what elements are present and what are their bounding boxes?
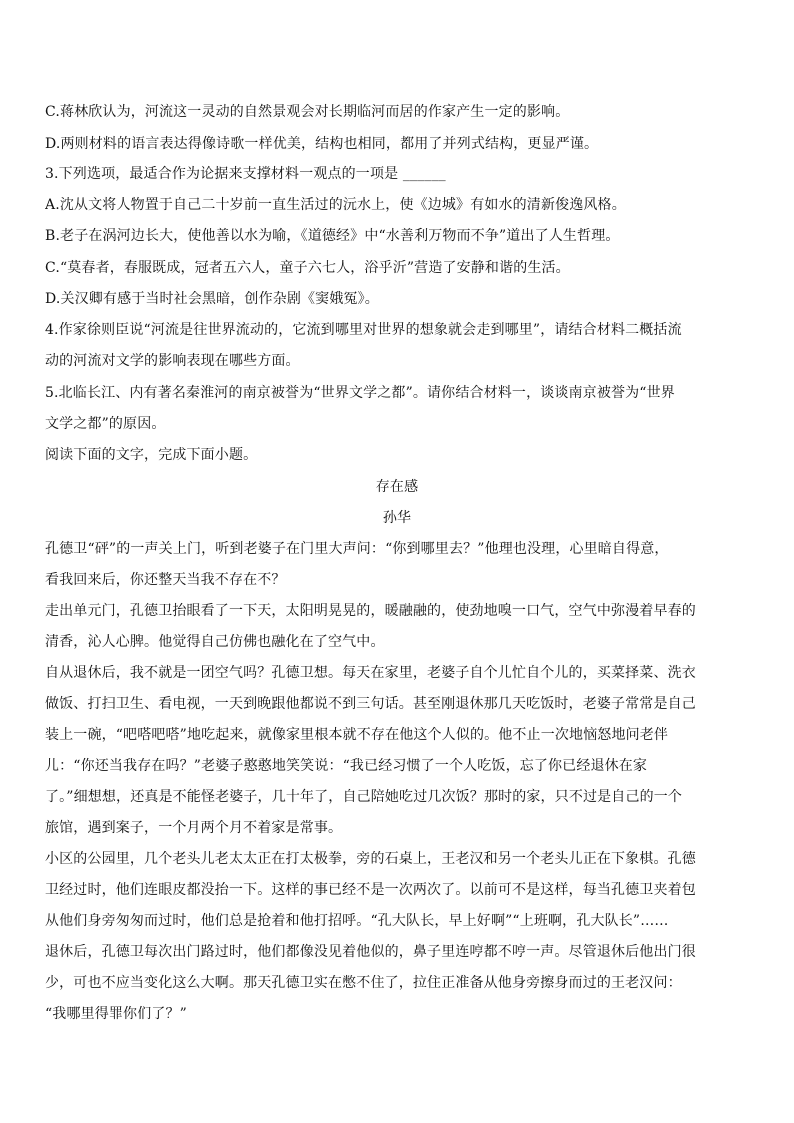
story-line-12: 卫经过时，他们连眼皮都没抬一下。这样的事已经不是一次两次了。以前可不是这样，每当孔德卫夹着包 xyxy=(45,882,696,898)
story-line-2: 看我回来后，你还整天当我不存在不？ xyxy=(45,572,286,588)
question-5-line-2: 文学之都”的原因。 xyxy=(45,416,166,432)
story-title: 存在感 xyxy=(375,479,419,495)
story-line-16: “我哪里得罪你们了？” xyxy=(45,1006,187,1022)
question-3-option-d: D.关汉卿有感于当时社会黑暗，创作杂剧《窦娥冤》。 xyxy=(45,291,379,307)
question-4-line-1: 4.作家徐则臣说“河流是往世界流动的，它流到哪里对世界的想象就会走到哪里”，请结合材料二概括流 xyxy=(45,322,682,338)
story-line-14: 退休后，孔德卫每次出门路过时，他们都像没见着他似的，鼻子里连哼都不哼一声。尽管退休后他出门很 xyxy=(45,944,696,960)
story-line-4: 清香，沁人心脾。他觉得自己仿佛也融化在了空气中。 xyxy=(45,634,385,650)
story-line-7: 装上一碗，“吧嗒吧嗒”地吃起来，就像家里根本就不存在他这个人似的。他不止一次地恼怒地问老伴 xyxy=(45,727,669,743)
story-line-3: 走出单元门，孔德卫抬眼看了一下天，太阳明晃晃的，暖融融的，使劲地嗅一口气，空气中弥漫着早春的 xyxy=(45,603,696,619)
story-author: 孙华 xyxy=(382,510,412,526)
question-3-option-a: A.沈从文将人物置于自己二十岁前一直生活过的沅水上，使《边城》有如水的清新俊逸风格。 xyxy=(45,197,626,213)
story-line-9: 了。”细想想，还真是不能怪老婆子，几十年了，自己陪她吃过几次饭？那时的家，只不过是自己的一个 xyxy=(45,789,683,805)
question-3-option-c: C.“莫春者，春服既成，冠者五六人，童子六七人，浴乎沂”营造了安静和谐的生活。 xyxy=(45,260,570,276)
story-line-10: 旅馆，遇到案子，一个月两个月不着家是常事。 xyxy=(45,820,343,836)
question-3-option-b: B.老子在涡河边长大，使他善以水为喻，《道德经》中“水善利万物而不争”道出了人生哲理。 xyxy=(45,228,620,244)
question-3-prompt: 3.下列选项，最适合作为论据来支撑材料一观点的一项是 ______ xyxy=(45,166,446,182)
story-line-6: 做饭、打扫卫生、看电视，一天到晚跟他都说不到三句话。甚至刚退休那几天吃饭时，老婆子常常是自己 xyxy=(45,696,696,712)
story-line-8: 儿：“你还当我存在吗？”老婆子憨憨地笑笑说：“我已经习惯了一个人吃饭，忘了你已经退休在家 xyxy=(45,758,648,774)
story-line-11: 小区的公园里，几个老头儿老太太正在打太极拳，旁的石桌上，王老汉和另一个老头儿正在下象棋。孔德 xyxy=(45,851,696,867)
reading-instruction: 阅读下面的文字，完成下面小题。 xyxy=(45,447,258,463)
story-line-15: 少，可也不应当变化这么大啊。那天孔德卫实在憋不住了，拉住正准备从他身旁擦身而过的王老汉问： xyxy=(45,975,682,991)
story-line-5: 自从退休后，我不就是一团空气吗？孔德卫想。每天在家里，老婆子自个儿忙自个儿的，买菜择菜、洗衣 xyxy=(45,665,696,681)
option-c-text: C.蒋林欣认为，河流这一灵动的自然景观会对长期临河而居的作家产生一定的影响。 xyxy=(45,104,570,120)
story-line-13: 从他们身旁匆匆而过时，他们总是抢着和他打招呼。“孔大队长，早上好啊”“上班啊，孔大队长”…… xyxy=(45,913,669,929)
question-5-line-1: 5.北临长江、内有著名秦淮河的南京被誉为“世界文学之都”。请你结合材料一，谈谈南京被誉为“世界 xyxy=(45,385,675,401)
question-4-line-2: 动的河流对文学的影响表现在哪些方面。 xyxy=(45,353,300,369)
option-d-text: D.两则材料的语言表达得像诗歌一样优美，结构也相同，都用了并列式结构，更显严谨。 xyxy=(45,136,599,152)
story-line-1: 孔德卫“砰”的一声关上门，听到老婆子在门里大声问：“你到哪里去？”他理也没理，心里暗自得意， xyxy=(45,541,669,557)
